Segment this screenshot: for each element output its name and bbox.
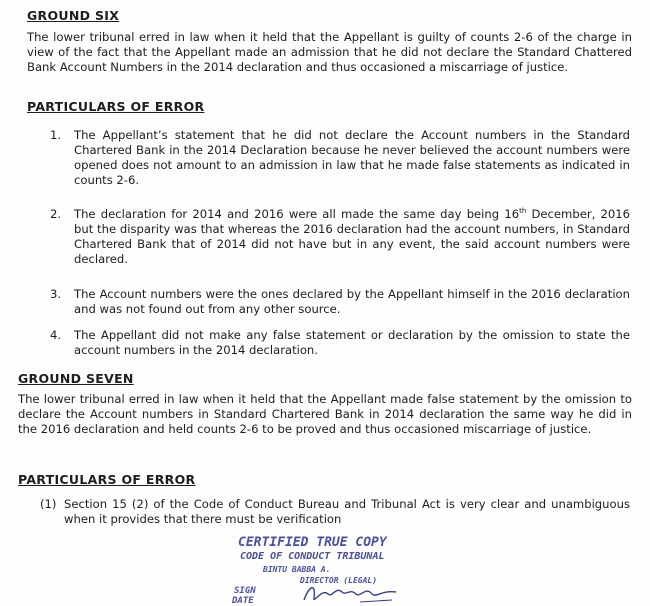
item-2-number: 2. [50,207,62,221]
ground-six-heading: GROUND SIX [27,8,120,23]
handwritten-signature [300,580,400,606]
item-1-text: The Appellant’s statement that he did not declare the Account numbers in the Standard Chartered Bank in the 2014 Declaration because he never believed the account numbers were opened does not amount to an admission in law that he made false statements as indicated in counts 2-6. [74,128,630,187]
item-2-text-b: December, 2016 but the disparity was that whereas the 2016 declaration had the account numbers, in Standard Chartered Bank that of 2014 did not have but in any event, the said account numbers were declared. [74,207,630,266]
particulars-1-heading: PARTICULARS OF ERROR [27,99,205,114]
item-4-number: 4. [50,328,62,342]
ground-seven-body: The lower tribunal erred in law when it held that the Appellant made false statement by the omission to declare the Account numbers in Standard Chartered Bank in 2014 declaration the same way he did in the 2016 declaration and held counts 2-6 to be proved and thus occasioned miscarriage of justice. [18,392,632,436]
ground-seven-heading: GROUND SEVEN [18,371,134,386]
stamp-line-director: DIRECTOR (LEGAL) [300,576,378,585]
ground-six-body: The lower tribunal erred in law when it held that the Appellant is guilty of counts 2-6 of the charge in view of the fact that the Appellant made an admission that he did not declare the Standard Chattered Bank Account Numbers in the 2014 declaration and thus occasioned a miscarriage of justice. [27,30,632,74]
item-3-number: 3. [50,287,62,301]
stamp-line-tribunal: CODE OF CONDUCT TRIBUNAL [240,551,385,562]
stamp-date-label: DATE [232,596,254,606]
item-2-text [74,207,630,267]
item-2-text-a: The declaration for 2014 and 2016 were all made the same day being 16 [74,207,520,221]
stamp-sign-label: SIGN [234,586,256,596]
particulars-2-heading: PARTICULARS OF ERROR [18,472,196,487]
stamp-line-certified: CERTIFIED TRUE COPY [238,535,387,550]
item-1-number: 1. [50,128,62,142]
item-2-superscript: th [519,207,527,216]
section-item-text: Section 15 (2) of the Code of Conduct Bureau and Tribunal Act is very clear and unambiguous when it provides that there must be verification [64,497,630,526]
section-item-number: (1) [40,497,57,511]
stamp-line-name: BINTU BABBA A. [263,565,331,574]
item-3-text: The Account numbers were the ones declared by the Appellant himself in the 2016 declaration and was not found out from any other source. [74,287,630,316]
item-4-text: The Appellant did not make any false statement or declaration by the omission to state the account numbers in the 2014 declaration. [74,328,630,357]
